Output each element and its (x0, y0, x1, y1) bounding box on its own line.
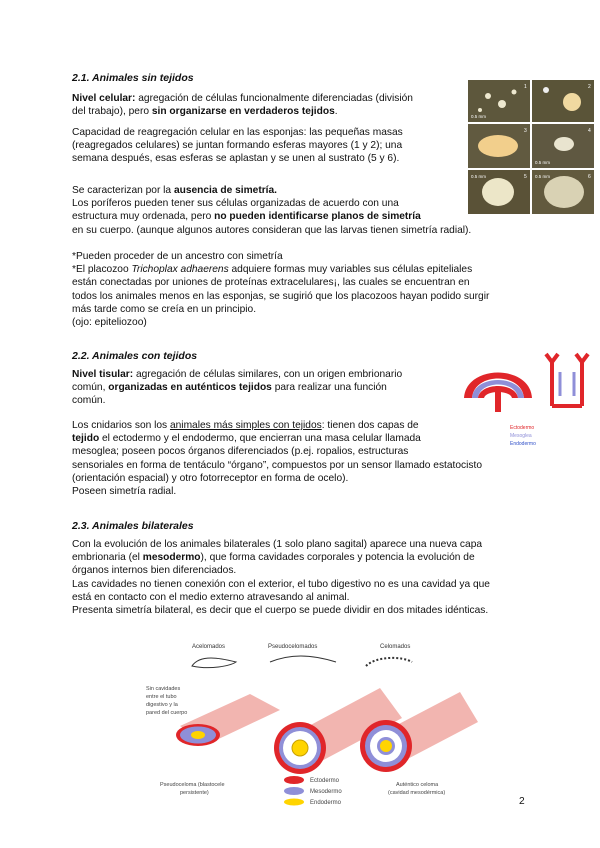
species-name: Trichoplax adhaerens (131, 264, 229, 276)
text-line: Capacidad de reagregación celular en las esponjas: las pequeñas masas (72, 127, 403, 138)
term-sin-tejidos: sin organizarse en verdaderos tejidos (151, 106, 335, 118)
term-nivel-tisular: Nivel tisular: (72, 369, 134, 380)
term-nivel-celular: Nivel celular: (72, 93, 136, 104)
paragraph-nivel-tisular: Nivel tisular: agregación de células similares, con un origen embrionario común, organizadas en auténticos tejidos para realizar una función común. (72, 369, 403, 407)
text: Se caracterizan por la (72, 185, 174, 196)
coelom-note: (cavidad mesodérmica) (388, 790, 446, 796)
note-text: Sin cavidades (146, 686, 181, 692)
sponge-photo-grid (468, 80, 594, 214)
label-celomados: Celomados (380, 644, 411, 650)
scale-label: 0.5 mm (535, 174, 551, 179)
scale-label: 0.5 mm (471, 114, 487, 119)
paragraph-nivel-celular (72, 92, 413, 118)
coelom-note: Auténtico celoma (396, 782, 439, 788)
legend-mesodermo: Mesodermo (310, 789, 342, 795)
scale-label: 0.5 mm (535, 160, 551, 165)
photo-number: 2 (588, 84, 591, 90)
pseudo-note: persistente) (180, 790, 209, 796)
photo-number: 5 (524, 174, 527, 180)
legend-mesoglea: Mesoglea (510, 433, 532, 439)
photo-number: 1 (524, 84, 527, 90)
photo-number: 4 (588, 128, 591, 134)
term-ausencia-simetria: ausencia de simetría. (173, 185, 277, 196)
note-line: todos los animales menos en las esponjas, se sugirió que los placozoos hayan podido surgir (72, 290, 490, 302)
note-line: están conectadas por uniones de proteínas extracelulares¡, las cuales se encuentran en (72, 277, 470, 289)
text-line: está en contacto con el medio externo atravesando al animal. (72, 591, 350, 603)
note-line: *El placozoo Trichoplax adhaerens adquiere formas muy variables sus células epiteliales (72, 264, 473, 276)
photo-number: 3 (524, 128, 527, 134)
text: estructura muy ordenada, pero (72, 211, 215, 223)
note-line: más tarde como se creía en un principio. (72, 303, 257, 315)
legend-endodermo: Endodermo (310, 800, 342, 806)
nematode-icon (270, 656, 336, 662)
text-line: semana después, esas esferas se aplastan y se unen al sustrato (5 y 6). (72, 153, 400, 165)
legend-ectodermo: Ectodermo (510, 425, 535, 431)
paragraph-simetria (72, 184, 471, 237)
note-text: entre el tubo (146, 694, 177, 700)
text-line: Las cavidades no tienen conexión con el exterior, el tubo digestivo no es una cavidad ya que (72, 578, 490, 590)
paragraph-reagregacion (72, 126, 403, 166)
term-autenticos-tejidos: organizadas en auténticos tejidos (108, 382, 272, 394)
label-acelomados: Acelomados (192, 644, 226, 650)
section-title-2-3: 2.3. Animales bilaterales (72, 520, 194, 532)
sponge-photos-image (468, 80, 594, 214)
text-line: órganos internos bien diferenciados. (72, 565, 237, 577)
note-text: pared del cuerpo (146, 710, 188, 716)
page-number: 2 (519, 796, 525, 807)
text-line: embrionaria (el mesodermo), que forma cavidades corporales y potencia la evolución de (72, 552, 475, 564)
text: agregación de células funcionalmente diferenciadas (división (135, 93, 413, 104)
term-mesodermo: mesodermo (142, 552, 201, 564)
text-line: Presenta simetría bilateral, es decir que el cuerpo se puede dividir en dos mitades idénticas. (72, 605, 489, 617)
term-animales-simples: animales más simples con tejidos (169, 420, 322, 431)
paragraph-bilaterales (72, 538, 490, 617)
note-line: (ojo: epiteliozoo) (72, 317, 147, 329)
label-pseudocelomados: Pseudocelomados (268, 644, 318, 650)
body-cavity-diagram (140, 636, 480, 806)
text: Los poríferos pueden tener sus células organizadas de acuerdo con una (72, 198, 399, 210)
note-line: *Pueden proceder de un ancestro con simetría (72, 251, 283, 262)
legend-endodermo: Endodermo (510, 441, 536, 447)
cnidarian-svg (460, 350, 598, 450)
cnidarian-diagram (460, 350, 598, 450)
text: en su cuerpo. (aunque algunos autores consideran que las larvas tienen simetría radial). (72, 224, 472, 236)
text: del trabajo), pero (72, 106, 152, 118)
text-line: Con la evolución de los animales bilaterales (1 solo plano sagital) aparece una nueva capa (72, 539, 483, 550)
section-title-2-1: 2.1. Animales sin tejidos (72, 72, 194, 84)
paragraph-cnidarios: Los cnidarios son los animales más simples con tejidos: tienen dos capas de tejido el ectodermo y el endodermo, que encierran una masa celular llamada mesoglea; poseen pocos órganos diferenciados (p.ej. ropalios, estructuras sensoriales en forma de tentáculo “órgano”, compuestos por un sensor llamado estatocisto (orientación espacial) y otro fotorreceptor en forma de ocelo). Poseen simetría radial. (72, 420, 482, 498)
paragraph-notas (72, 250, 489, 329)
section-title-2-2: 2.2. Animales con tejidos (72, 350, 198, 362)
legend-ectodermo: Ectodermo (310, 778, 340, 784)
body-cavity-svg (140, 636, 480, 806)
photo-number: 6 (588, 174, 591, 180)
pseudo-note: Pseudoceloma (blastocele (160, 782, 225, 788)
note-text: digestivo y la (146, 702, 178, 708)
term-no-planos: no pueden identificarse planos de simetría (214, 211, 421, 223)
text: . (334, 106, 338, 118)
scale-label: 0.5 mm (471, 174, 487, 179)
text-line: (reagregados celulares) se juntan formando esferas mayores (1 y 2); una (72, 140, 403, 152)
term-tejido: tejido (72, 433, 100, 445)
annelid-icon (366, 658, 412, 666)
flatworm-icon (192, 658, 236, 668)
